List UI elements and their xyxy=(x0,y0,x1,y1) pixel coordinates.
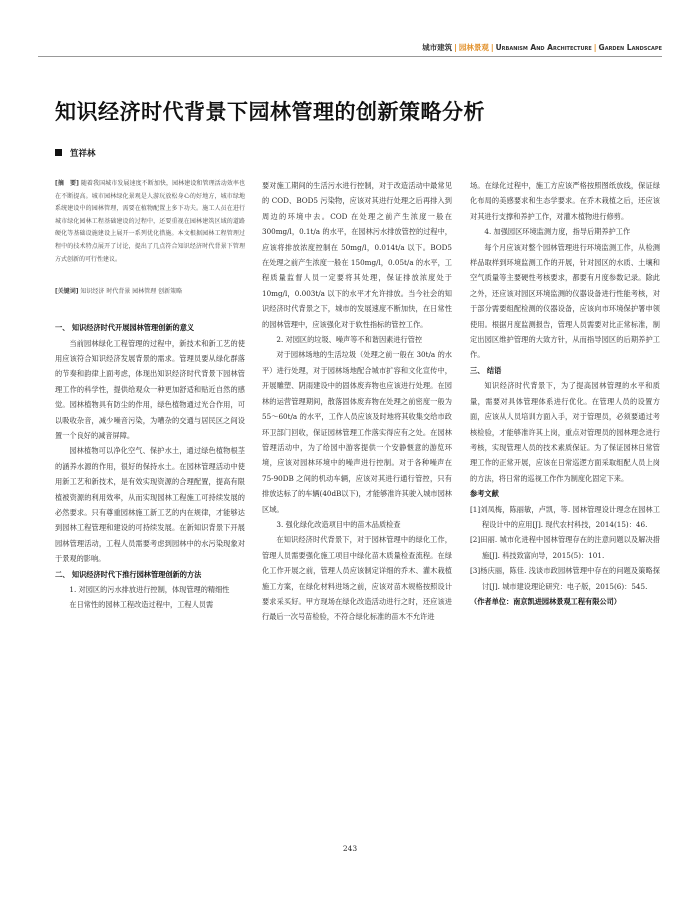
abstract-text: 随着我国城市发展速度不断加快，园林建设和管理活动效率也在不断提高。城市园林绿化景观是人游玩放松身心的好地方，城市绿地系统建设中的园林管理，需要在植物配置上多下功夫。施工人员在进行城市绿化园林工程基础建设的过程中，还要重视在园林建筑区域的道路硬化等基础设施建设上展开一系列优化措施。本文根据园林工程管理过程中的技术特点展开了讨论，提出了几点符合知识经济时代背景下管理方式创新的可行性建议。 xyxy=(55,180,245,263)
body-paragraph: 当前园林绿化工程管理的过程中，新技术和新工艺的使用应该符合知识经济发展背景的需求。管理员要从绿化群落的节奏和韵律上面考虑，体现出知识经济时代背景下园林管理工作的科学性，提供给观众一种更加舒适和贴近自然的感觉。园林植物具有防尘的作用，绿色植物通过光合作用，可以吸收杂音，减少噪音污染，为嘈杂的交通与居民区之间设置一个良好的减音屏障。 xyxy=(55,338,245,440)
article-title: 知识经济时代背景下园林管理的创新策略分析 xyxy=(55,100,485,124)
header-en-label: Urbanism And Architecture xyxy=(495,43,592,52)
body-paragraph: 场。在绿化过程中，施工方应该严格按照图纸放线，保证绿化布局的美感要求和生态学要求。在乔木栽植之后，还应该对其进行支撑和养护工作，对灌木植物进行修剪。 xyxy=(470,181,660,221)
body-paragraph: 在知识经济时代背景下，对于园林管理中的绿化工作，管理人员需要强化施工项目中绿化苗木质量检查流程。在绿化工作开展之前，管理人员应该制定详细的乔木、灌木栽植施工方案，在绿化材料进场之前，应该对苗木规格按照设计要求采买好。甲方现场在绿化改造活动进行之时，还应该进行最后一次号苗检验，不符合绿化标准的苗木不允许进 xyxy=(262,535,452,622)
subheading: 2. 对园区的垃圾、噪声等不和谐因素进行管控 xyxy=(276,335,423,345)
column-1 xyxy=(55,178,245,613)
body-paragraph: 知识经济时代背景下，为了提高园林管理的水平和质量，需要对具体管理体系进行优化。在管理人员的设置方面，应该从人员培训方面入手，对于管理员，必须要通过考核检验，才能够准许其上岗，重点对管理员的园林理念进行考核，实现管理人员的技术素质保证。为了保证园林日常管理工作的正常开展，应该在日常巡逻方面采取组配人员上岗的方法，将日常的巡视工作作为制度化固定下来。 xyxy=(470,381,660,483)
references-heading: 参考文献 xyxy=(470,489,499,499)
header-rule xyxy=(38,56,662,57)
header-separator: | xyxy=(454,43,457,52)
body-paragraph: 园林植物可以净化空气、保护水土，通过绿色植物根茎的涵养水源的作用，很好的保持水土。在园林管理活动中使用新工艺和新技术，是有效实现资源的合理配置，提高有限植被资源的利用效率，从而实现园林工程施工可持续发展的必然要求。只有尊重园林施工新工艺的内在规律，才能够达到园林工程管理和建设的可持续发展。在新知识背景下开展园林管理活动，工程人员需要考虑到园林中的水污染现象对于景观的影响。 xyxy=(55,446,245,564)
page-number: 243 xyxy=(342,844,358,853)
reference-item: [1]刘凤梅，陈丽敏，卢凯，等. 园林管理设计理念在园林工程设计中的应用[J]. 现代农村科技，2014(15)：46. xyxy=(470,504,660,529)
body-paragraph: 在日常性的园林工程改造过程中，工程人员需 xyxy=(69,600,214,610)
subheading: 4. 加强园区环境监测力度，指导后期养护工作 xyxy=(484,227,631,237)
header-separator: | xyxy=(593,43,597,52)
body-paragraph: 每个月应该对整个园林管理进行环境监测工作，从检测样品取样到环境监测工作的开展，针对园区的水质、土壤和空气质量等主要硬性考核要求，都要有月度参数记录。除此之外，还应该对园区环境监测的仪器设备进行性能考核，对于部分需要组配检测的仪器设备，应该向市环境保护署申领使用。根据月度监测报告，管理人员需要对比正常标准，制定出园区维护管理的大致方针，从而指导园区的后期养护工作。 xyxy=(470,242,660,360)
square-bullet-icon xyxy=(55,149,62,156)
keywords-text: 知识经济 时代背景 园林管理 创新策略 xyxy=(80,288,183,296)
section-heading: 一、 知识经济时代开展园林管理创新的意义 xyxy=(55,323,195,333)
header-section-label: 园林景观 xyxy=(458,43,489,52)
section-heading: 三、 结语 xyxy=(470,365,502,375)
subheading: 3. 强化绿化改造项目中的苗木品质检查 xyxy=(276,519,401,529)
body-paragraph: 对于园林场地的生活垃圾（处理之前一般在 30t/a 的水平）进行处理，对于园林场地配合城市扩容和文化宣传中，开展雕塑、阴雨建设中的固体废弃物也应该进行处理。在园林的运营管理期间，散落固体废弃物在处理之前密度一般为 55～60t/a 的水平，工作人员应该及时地将其收集交给市政环卫部门回收，保证园林管理工作落实得应有之处。在园林管理活动中，为了给园中游客提供一个安静惬意的游览环境，应该对园林环境中的噪声进行控制。对于各种噪声在 75-90DB 之间的机动车辆，应该对其进行通行管控，只有排放达标了的车辆(40dB以下)，才能够准许其驶入城市园林区域。 xyxy=(262,350,452,514)
header-en-section-label: Garden Landscape xyxy=(598,43,662,52)
body-paragraph: 要对施工期间的生活污水进行控制，对于改造活动中最常见的 COD、BOD5 污染物，应该对其进行处理之后再排入到周边的环境中去。COD 在处理之前产生浓度一般在 300mg/l，0.1t/a 的水平，在园林污水排放管控的过程中，应该将排放浓度控制在 50mg/l，0.014t/a 以下。BOD5 在处理之前产生浓度一般在 150mg/l，0.05t/a 的水平，工程质量监督人员一定要将其处理，保证排放浓度处于 10mg/l，0.003t/a 以下的水平才允许排放。当今社会的知识经济时代背景之下，城市的发展速度不断加快，在日常性的园林管理中，应该强化对于软性指标的管控工作。 xyxy=(262,181,452,329)
header-cn-label: 城市建筑 xyxy=(422,43,453,52)
reference-item: [2]田丽. 城市化进程中园林管理存在的注意问题以及解决措施[J]. 科技致富向导，2015(5)：101. xyxy=(470,535,660,560)
keywords xyxy=(55,286,245,298)
column-3 xyxy=(470,178,660,609)
section-heading: 二、 知识经济时代下推行园林管理创新的方法 xyxy=(55,569,202,579)
header-separator: | xyxy=(490,43,494,52)
author-line xyxy=(55,147,96,159)
author-name: 笪祥林 xyxy=(70,149,96,159)
keywords-label: [关键词] xyxy=(55,288,79,296)
column-2 xyxy=(262,178,452,625)
abstract-label: [摘 要] xyxy=(55,180,79,187)
abstract xyxy=(55,178,245,266)
reference-item: [3]杨庆丽，陈佳. 浅谈市政园林管理中存在的问题及策略探讨[J]. 城市建设理论研究：电子版，2015(6)：545. xyxy=(470,566,660,591)
author-affiliation: （作者单位：南京凯进园林景观工程有限公司） xyxy=(470,596,621,606)
subheading: 1. 对园区的污水排放进行控制，体现管理的精细性 xyxy=(69,585,230,595)
running-header xyxy=(422,42,662,53)
